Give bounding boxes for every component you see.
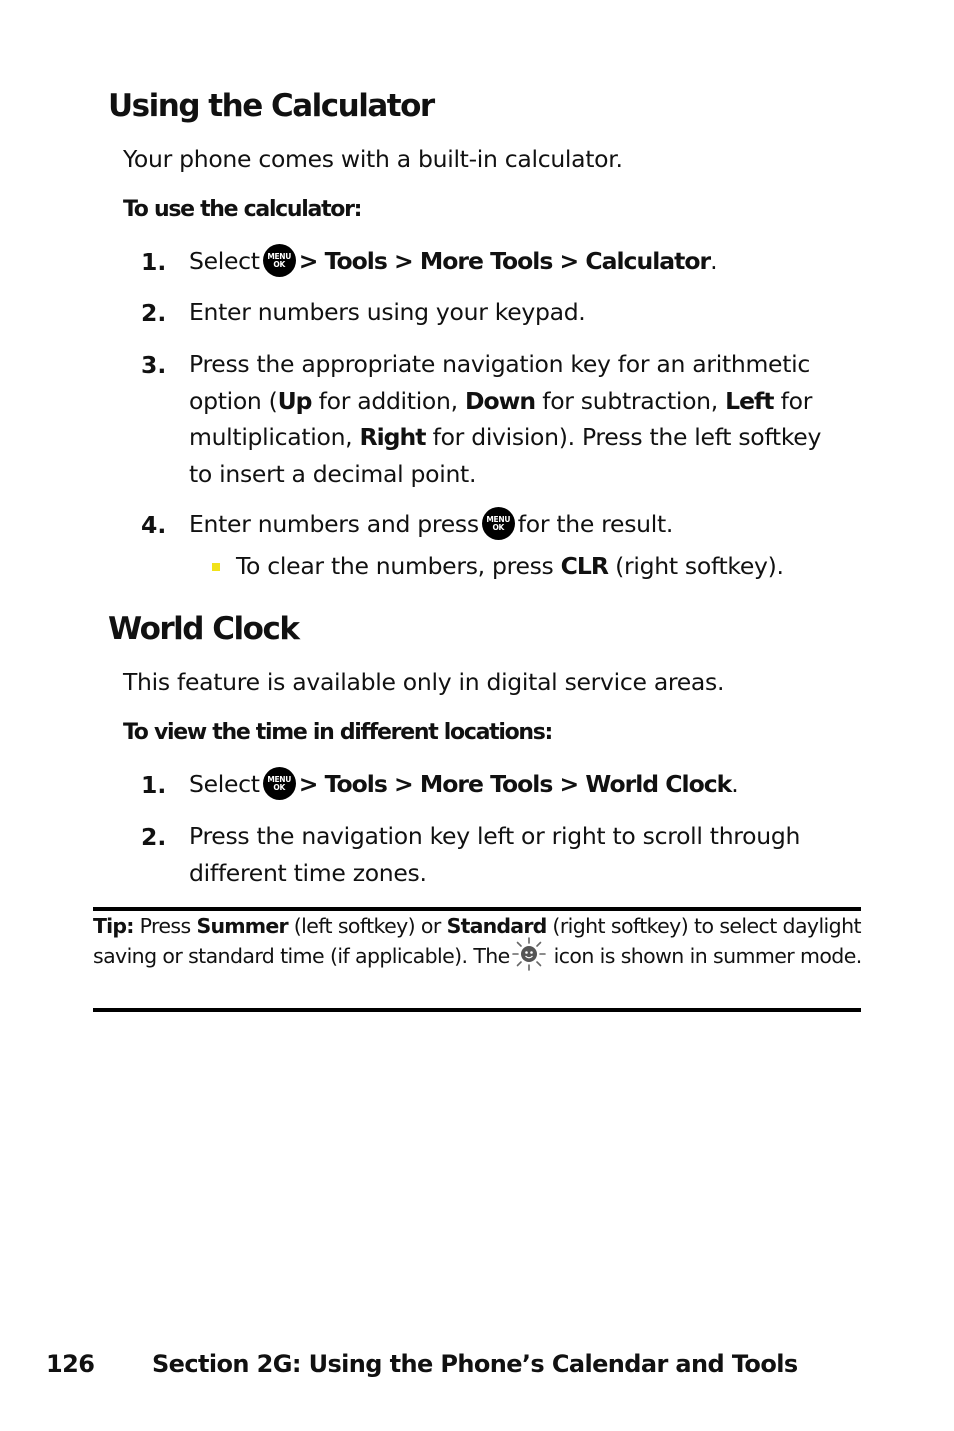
menu-path: > Tools > More Tools > Calculator xyxy=(298,247,711,275)
world-clock-heading: World Clock xyxy=(108,611,299,647)
key-right: Right xyxy=(359,423,426,451)
key-down: Down xyxy=(464,386,536,415)
section-title: Section 2G: Using the Phone’s Calendar and Tools xyxy=(152,1350,798,1378)
page-number: 126 xyxy=(46,1350,95,1378)
calc-step-2: Enter numbers using your keypad. xyxy=(189,298,586,326)
step-number: 2. xyxy=(141,299,167,327)
bullet-icon xyxy=(212,563,220,571)
menu-ok-key-icon: MENU OK xyxy=(482,507,515,540)
step-number: 3. xyxy=(141,351,167,379)
key-up: Up xyxy=(277,386,312,415)
step-number: 1. xyxy=(141,248,167,276)
tip-bottom-rule xyxy=(93,1008,861,1012)
step-number: 4. xyxy=(141,511,167,539)
world-clock-subheading: To view the time in different locations: xyxy=(123,720,553,745)
tip-top-rule xyxy=(93,907,861,911)
step-number: 2. xyxy=(141,823,167,851)
step-number: 1. xyxy=(141,771,167,799)
calc-step-3: Press the appropriate navigation key for an arithmetic option (Up for addition, Down for subtraction, Left for multiplication, Right for division). Press the left softkey to insert a decimal point. xyxy=(189,350,822,488)
menu-ok-key-icon: MENU OK xyxy=(263,767,296,800)
world-clock-intro: This feature is available only in digital service areas. xyxy=(123,668,725,696)
summer-sun-icon xyxy=(512,937,546,971)
step-text: Select xyxy=(189,247,260,275)
calc-step-1 xyxy=(189,243,849,281)
clock-step-2: Press the navigation key left or right to scroll through different time zones. xyxy=(189,822,801,887)
menu-ok-key-icon: MENU OK xyxy=(263,244,296,277)
calculator-subheading: To use the calculator: xyxy=(123,197,362,222)
calc-step-4: Enter numbers and press MENU OK for the result. xyxy=(189,506,849,544)
key-summer: Summer xyxy=(196,914,288,938)
calculator-heading: Using the Calculator xyxy=(108,88,434,124)
key-clr: CLR xyxy=(560,552,608,580)
clock-step-1: Select MENU OK > Tools > More Tools > World Clock. xyxy=(189,766,849,804)
calc-bullet: To clear the numbers, press CLR (right softkey). xyxy=(236,552,784,580)
tip-label: Tip: xyxy=(93,914,134,938)
key-standard: Standard xyxy=(446,914,547,938)
step-text: . xyxy=(710,247,718,275)
menu-path: > Tools > More Tools > World Clock xyxy=(298,770,732,798)
tip-box: Tip: Press Summer (left softkey) or Standard (right softkey) to select daylight saving or standard time (if applicable). The icon is shown in summer mode. xyxy=(93,912,863,971)
key-left: Left xyxy=(725,386,774,415)
calculator-intro: Your phone comes with a built-in calculator. xyxy=(123,145,623,173)
